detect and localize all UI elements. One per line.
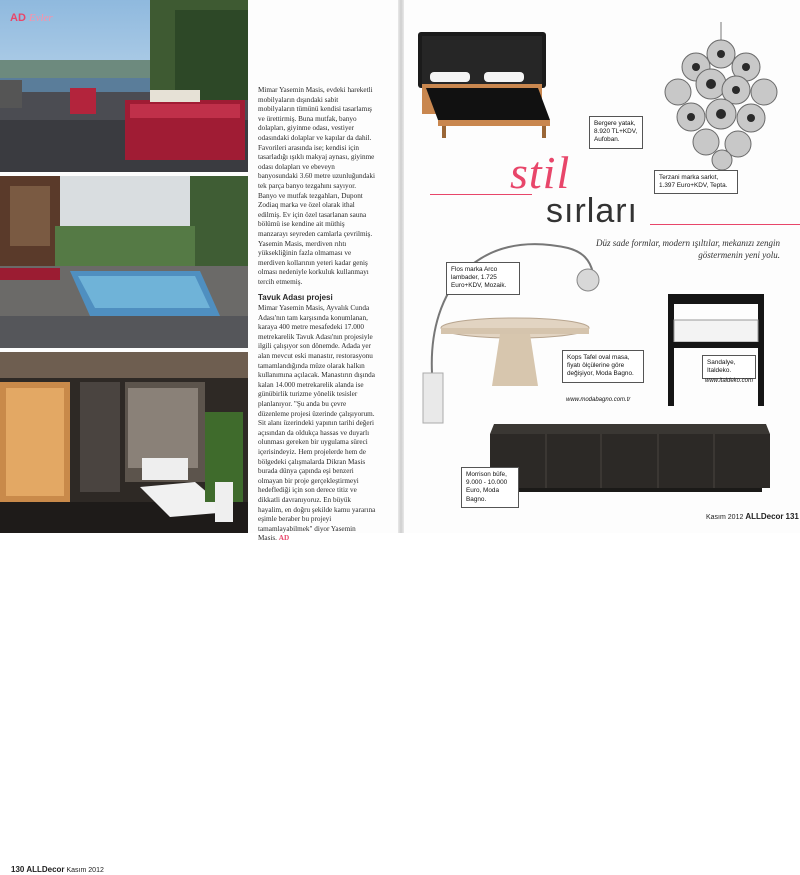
article-paragraph-1: Mimar Yasemin Masis, evdeki hareketli mobilyaların dışındaki sabit mobilyaların tümünü kendisi tasarlamış ve ürettirmiş. Buna mutfak, banyo dolapları, giyinme odası, vestiyer odasındaki dolaplar ve kapılar da dahil. Favorileri arasında ise; kendisi için tasarladığı ışıklı makyaj aynası, giyinme odası dolapları ve ebeveyn banyosundaki 3.60 metre uzunluğundaki tek parça banyo tezgahını sayıyor. Banyo ve mutfak tezgahları, Dupont Zodiaq marka ve özel olarak ithal edilmiş. Ev için özel tasarlanan sauna bölümü ise kendine ait müthiş manzarayı seyreden camlarla çevrilmiş. Yasemin Masis, merdiven rıhtı yüksekliğinin fazla olmaması ve merdiven kollarının yeteri kadar geniş olması nedeniyle korkuluk kullanmayı tercih etmemiş. bbox=[258, 86, 375, 286]
section-name: Evler bbox=[28, 12, 53, 24]
caption-bed: Bergere yatak, 8.920 TL+KDV, Aufoban. bbox=[589, 116, 643, 149]
folio-left-magazine: ALLDecor bbox=[26, 865, 65, 874]
bed-image bbox=[412, 28, 552, 140]
folio-right-magazine: ALLDecor bbox=[745, 512, 784, 521]
chair-image bbox=[660, 290, 772, 410]
folio-right-issue: Kasım 2012 bbox=[706, 514, 744, 521]
feature-title-2: sırları bbox=[546, 192, 638, 230]
article-paragraph-2: Mimar Yasemin Masis, Ayvalık Cunda Adası'nın tam karşısında konumlanan, karaya 400 metre mesafedeki 17.000 metrekarelik Tavuk Adası'nın projesiyle ilgili çalışıyor son dönemde. Adada yer alan mevcut eski manastır, restorasyonu tamamlandığında müze olarak halkın kullanımına açılacak. Manastırın dışında kalan 14.000 metrekarelik alanda ise günübirlik turizme yönelik tesisler planlanıyor. "Şu anda bu çevre düzenleme projesi üzerinde çalışıyorum. Sit alanı üzerindeki yapının tarihi değeri açısından da oldukça hassas ve duyarlı olunması gereken bir uygulama süreci içerisindeyiz. Hem projelerde hem de bölgedeki çalışmalarda Dikran Masis burada dünya çapında eşi benzeri olmayan bir proje gerçekleştirmeyi hedeflediği için son derece titiz ve dikkatli davranıyoruz. En büyük hayalim, en doğru şekilde kamu yararına eşimle beraber bu projeyi tamamlayabilmek" diyor Yasemin Masis. bbox=[258, 304, 376, 543]
section-tag bbox=[10, 12, 53, 24]
photo-pool bbox=[0, 176, 248, 348]
page-gutter bbox=[398, 0, 404, 533]
photo-terrace bbox=[0, 0, 248, 172]
title-rule-right bbox=[650, 224, 800, 225]
feature-subtitle: Düz sade formlar, modern ışıltılar, mekanızı zengin göstermenin yeni yolu. bbox=[595, 238, 780, 260]
folio-left bbox=[8, 864, 107, 875]
feature-title-1: stil bbox=[510, 147, 571, 198]
caption-table: Kops Tafel oval masa, fiyatı ölçülerine göre değişiyor, Moda Bagno. bbox=[562, 350, 644, 383]
buffet-image bbox=[486, 422, 772, 504]
caption-chandelier: Terzani marka sarkıt, 1.397 Euro+KDV, Tepta. bbox=[654, 170, 738, 194]
folio-right-page: 131 bbox=[785, 512, 799, 521]
folio-right bbox=[706, 512, 799, 521]
caption-chair-web: www.italdeko.com bbox=[705, 378, 754, 384]
folio-left-issue: Kasım 2012 bbox=[66, 867, 104, 874]
chandelier-image bbox=[656, 22, 786, 172]
caption-lamp: Flos marka Arco lambader, 1.725 Euro+KDV, Mozaik. bbox=[446, 262, 520, 295]
article-heading-2: Tavuk Adası projesi bbox=[258, 293, 333, 303]
article-body bbox=[258, 86, 376, 544]
section-logo: AD bbox=[10, 12, 26, 24]
caption-chair: Sandalye, Italdeko. bbox=[702, 355, 756, 379]
article-end-mark: AD bbox=[278, 534, 290, 543]
folio-left-page: 130 bbox=[11, 865, 25, 874]
caption-table-web: www.modabagno.com.tr bbox=[566, 397, 631, 403]
photo-bathroom bbox=[0, 352, 248, 874]
caption-buffet: Morrison büfe, 9.000 - 10.000 Euro, Moda Bagno. bbox=[461, 467, 519, 508]
